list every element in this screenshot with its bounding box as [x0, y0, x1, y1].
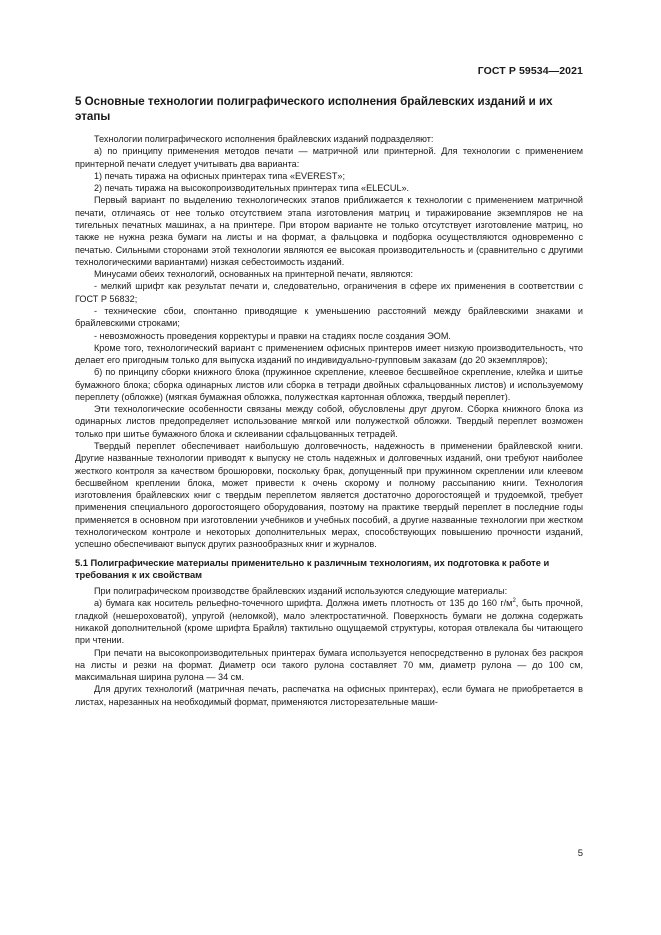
list-item: - технические сбои, спонтанно приводящие к уменьшению расстояний между брайлевскими знаками и брайлевскими строками;: [75, 305, 583, 329]
document-body: [75, 94, 583, 708]
list-item: - невозможность проведения корректуры и правки на стадиях после создания ЭОМ.: [94, 330, 451, 341]
paragraph: Первый вариант по выделению технологических этапов приближается к технологии с применением матричной печати, отличаясь от нее только отсутствием этапа изготовления матриц и тиражирование экземпляров не на тигельных печатных машинах, а на принтере. При втором варианте не только отсутствует изготовление матриц, но также не нужна резка бумаги на листы и на формат, а фальцовка и подборка осуществляются одновременно с печатью. Сильными сторонами этой технологии являются ее высокая производительность и (сравнительно с другими технологическими вариантами) низкая себестоимость изданий.: [75, 195, 583, 267]
list-item: - мелкий шрифт как результат печати и, следовательно, ограничения в сфере их применения в соответствии с ГОСТ Р 56832;: [75, 281, 583, 304]
list-item: 2) печать тиража на высокопроизводительных принтерах типа «ELECUL».: [94, 183, 410, 194]
standard-header: ГОСТ Р 59534—2021: [477, 65, 583, 77]
paragraph: Кроме того, технологический вариант с применением офисных принтеров имеет низкую производительность, что делает его пригодным только для выпуска изданий по индивидуально-групповым заказам (до 20 экземпляров);: [75, 342, 583, 366]
paragraph: Для других технологий (матричная печать, распечатка на офисных принтерах), если бумага не приобретается в листах, нарезанных на необходимый формат, применяются листорезательные маши-: [75, 684, 583, 707]
paragraph: Эти технологические особенности связаны между собой, обусловлены друг другом. Сборка книжного блока из одинарных листов предопределяет использование мягкой или полужесткой обложки. Твердый переплет возможен только при шитье бумажного блока и склеивании сфальцованных тетрадей.: [75, 404, 583, 439]
paragraph: б) по принципу сборки книжного блока (пружинное скрепление, клеевое бесшвейное скрепление, клейка и шитье бумажного блока; сборка одинарных листов или сборка в тетради двойных сфальцованных листов) и используемому переплету (обложке) (мягкая бумажная обложка, полужесткая картонная обложка, твердый переплет).: [75, 367, 583, 402]
paragraph: При полиграфическом производстве брайлевских изданий используются следующие материалы:: [94, 586, 508, 597]
list-item: 1) печать тиража на офисных принтерах типа «EVEREST»;: [94, 170, 345, 181]
paragraph: а) по принципу применения методов печати — матричной или принтерной. Для технологии с применением принтерной печати следует учитывать два варианта:: [75, 146, 583, 169]
paragraph: Твердый переплет обеспечивает наибольшую долговечность, надежность в применении брайлевской книги. Другие названные технологии приводят к выпуску не столь надежных и долговечных изданий, они требуют наиболее жесткого контроля за качеством брошюровки, поскольку брак, допущенный при пружинном скреплении или клеевом бесшвейном креплении блока, может привести к очень скорому и полному рассыпанию книги. Технология изготовления брайлевских книг с твердым переплетом является достаточно дорогостоящей и трудоемкой, требует применения специального дорогостоящего оборудования, поэтому на практике твердый переплет в последние годы применяется в основном при изготовлении учебников и учебных пособий, а другие названные технологии при жестком технологическом контроле и некоторых дополнительных мерах, способствующих повышению прочности изданий, успешно обеспечивают выпуск других разнообразных книг и журналов.: [75, 441, 583, 550]
paper-properties-text: быть прочной, гладкой (нешероховатой), упругой (неломкой), мало электростатичной. Поверхность бумаги не должна содержать никакой дополнительной (кроме шрифта Брайля) тактильно ощущаемой структуры, которая отвлекала бы читающего при чтении.: [75, 598, 584, 646]
paragraph: а) бумага как носитель рельефно-точечного шрифта. Должна иметь плотность от 135 до 160 $г/м^2$, быть прочной, гладкой (нешероховатой), упругой (неломкой), мало электростатичной. Поверхность бумаги не должна содержать никакой дополнительной (кроме шрифта Брайля) тактильно ощущаемой структуры, которая отвлекала бы читающего при чтении.: [75, 598, 584, 646]
section-title: 5 Основные технологии полиграфического исполнения брайлевских изданий и их этапы: [75, 95, 553, 123]
subsection-title: 5.1 Полиграфические материалы применительно к различным технологиям, их подготовка к работе и требования к их свойствам: [75, 557, 550, 580]
paragraph: Технологии полиграфического исполнения брайлевских изданий подразделяют:: [94, 134, 434, 144]
superscript: 2: [512, 598, 516, 605]
paper-density-text: а) бумага как носитель рельефно-точечного шрифта. Должна иметь плотность от 135 до 160 г/м: [94, 598, 513, 609]
paragraph: При печати на высокопроизводительных принтерах бумага используется непосредственно в рулонах без раскроя на листы и резки на формат. Диаметр оси такого рулона составляет 70 мм, диаметр рулона — до 100 см, максимальная ширина рулона — 34 см.: [75, 647, 583, 683]
paragraph: Минусами обеих технологий, основанных на принтерной печати, являются:: [94, 269, 414, 280]
page-number: 5: [577, 848, 583, 859]
